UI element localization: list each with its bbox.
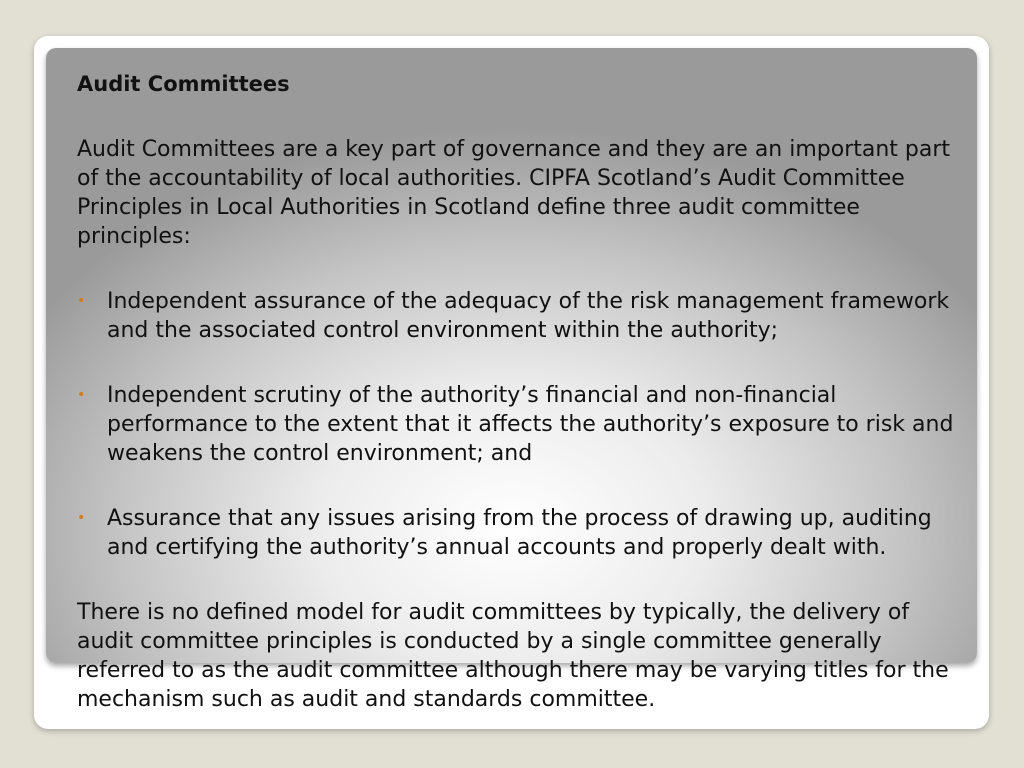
list-item: [77, 381, 967, 468]
bullet-icon: •: [77, 510, 86, 526]
intro-paragraph: Audit Committees are a key part of governance and they are an important part of the accountability of local authorities. CIPFA Scotland’s Audit Committee Principles in Local Authorities in Scotland define three audit committee principles:: [77, 137, 951, 249]
bullet-text: Independent scrutiny of the authority’s financial and non-financial performance to the extent that it affects the authority’s exposure to risk and weakens the control environment; and: [107, 383, 954, 466]
list-item: [77, 504, 967, 562]
bullet-icon: •: [77, 387, 86, 403]
list-item: [77, 287, 967, 345]
bullet-text: Independent assurance of the adequacy of the risk management framework and the associated control environment within the authority;: [107, 289, 950, 343]
principles-list: [77, 287, 967, 562]
slide-text-body: [77, 70, 967, 714]
slide-heading: Audit Committees: [77, 72, 290, 96]
bullet-icon: •: [77, 293, 86, 309]
bullet-text: Assurance that any issues arising from the process of drawing up, auditing and certifying the authority’s annual accounts and properly dealt with.: [107, 506, 932, 560]
closing-paragraph: There is no defined model for audit committees by typically, the delivery of audit committee principles is conducted by a single committee generally referred to as the audit committee although there may be varying titles for the mechanism such as audit and standards committee.: [77, 600, 949, 712]
